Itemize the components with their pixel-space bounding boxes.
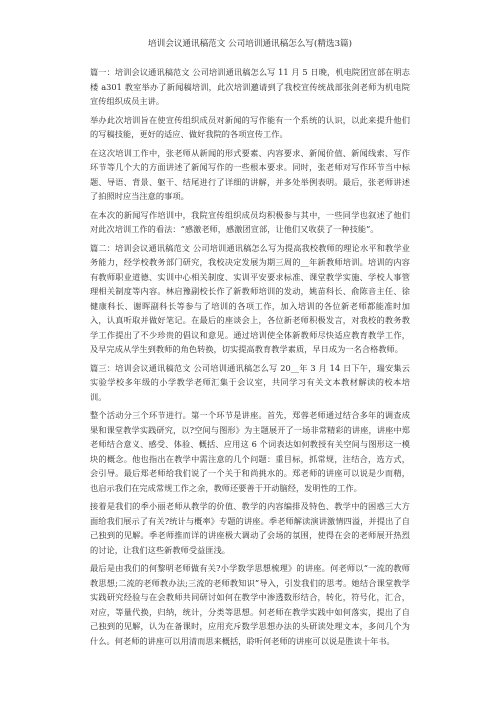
paragraph: 最后是由我们的何黎明老师做有关?小学数学思想梳理》的讲座。何老师以“一流的教师教思想;二流的老师教办法;三流的老师教知识”导入，引发我们的思考。她结合课堂教学实践研究经验与在会教师共同研讨如何在教学中渗透数形结合，转化，符号化，汇合，对应，等量代换，归纳，统计，分类等思想。何老师在教学实践中如何落实，提出了自己独到的见解，认为在备课时，应用充斥数学思想办法的头研读处理文本，多问几个为什么。何老师的讲座可以用清而思来概括，聆听何老师的讲座可以说是胜读十年书。: [90, 563, 410, 646]
document-title: 培训会议通讯稿范文 公司培训通讯稿怎么写(精选3篇): [148, 39, 352, 49]
paragraph: 在这次培训工作中，张老师从新闻的形式要素、内容要求、新闻价值、新闻线索、写作环节等几个大的方面讲述了新闻写作的一些根本要求。同时，张老师对写作环节当中标题、导语、背景、躯干、结尾进行了详细的讲解，并多处举例表明。最后，张老师讲述了拍照时应当注意的事项。: [90, 147, 410, 201]
paragraph: 接着是我们的季小丽老师从教学的价值、教学的内容编排及特色、教学中的困惑三大方面给我们展示了有关?统计与概率》专题的讲座。季老师解读演讲激情四溢，并提出了自己独到的见解。季老师推而详的讲座极大调动了会场的氛围，使得在会的老师展开热烈的讨论，让我们这些新教师受益匪浅。: [90, 501, 410, 555]
paragraph: 篇二：培训会议通讯稿范文 公司培训通讯稿怎么写为提高我校教师的理论水平和教学业务能力，经学校教务部门研究，我校决定发展为期三周的__年新教师培训。培训的内容有教师职业道德、实训中心相关制度、实训平安要求标准、课堂教学实施、学校人事管理相关制度等内容。林启豫副校长作了新教师培训的发动，姚苗科长、俞陈音主任、徐健康科长、谢晖副科长等参与了培训的各项工作，加入培训的各位新老师都能准时加入，认真听取并做好笔记。在最后的座谈会上，各位新老师积极发言，对我校的教务教学工作提出了不少珍贵的倡议和意见。通过培训使全体新教师尽快适应教育教学工作，及早完成从学生到教师的角色转换，切实提高教育教学素质，早日成为一名合格教师。: [90, 242, 410, 354]
paragraph: 篇一：培训会议通讯稿范文 公司培训通讯稿怎么写 11 月 5 日晚，机电院团宣部在明志楼 a301 教室举办了新闻稿培训，此次培训邀请到了我校宣传统战部张剑老师为机电院宣传组织成员主讲。: [90, 67, 410, 106]
paragraph: 整个活动分三个环节进行。第一个环节是讲座。首先，郑蓉老师通过结合多年的调查成果和课堂教学实践研究，以?空间与图形》为主题展开了一场非常精彩的讲座，讲座中郑老师结合意义、感受、体验、概括、应用这 6 个词表达如何教授有关空间与图形这一模块的概念。他也指出在教学中需注意的几个问题：重目标，抓常规，注结合，选方式，会引导。最后郑老师给我们说了一个关于和尚挑水的。郑老师的讲座可以说是少而精，也启示我们在完成常规工作之余，教师还要善于开动脑经，发明性的工作。: [90, 410, 410, 493]
paragraph: 篇三：培训会议通讯稿范文 公司培训通讯稿怎么写 20__年 3 月 14 日下午，瑞安集云实验学校多年级的小学教学老师汇集于会议室，共同学习有关文本教材解读的校本培训。: [90, 362, 410, 402]
paragraph: 在本次的新闻写作培训中，我院宣传组织成员均积极参与其中，一些同学也叙述了他们对此次培训工作的看法：“感激老师，感激团宣部，让他们又收获了一种技能”。: [90, 209, 410, 234]
paragraph: 举办此次培训旨在使宣传组织成员对新闻的写作能有一个系统的认识，以此来提升他们的写稿技能，更好的适应、做好我院的各项宣传工作。: [90, 114, 410, 139]
